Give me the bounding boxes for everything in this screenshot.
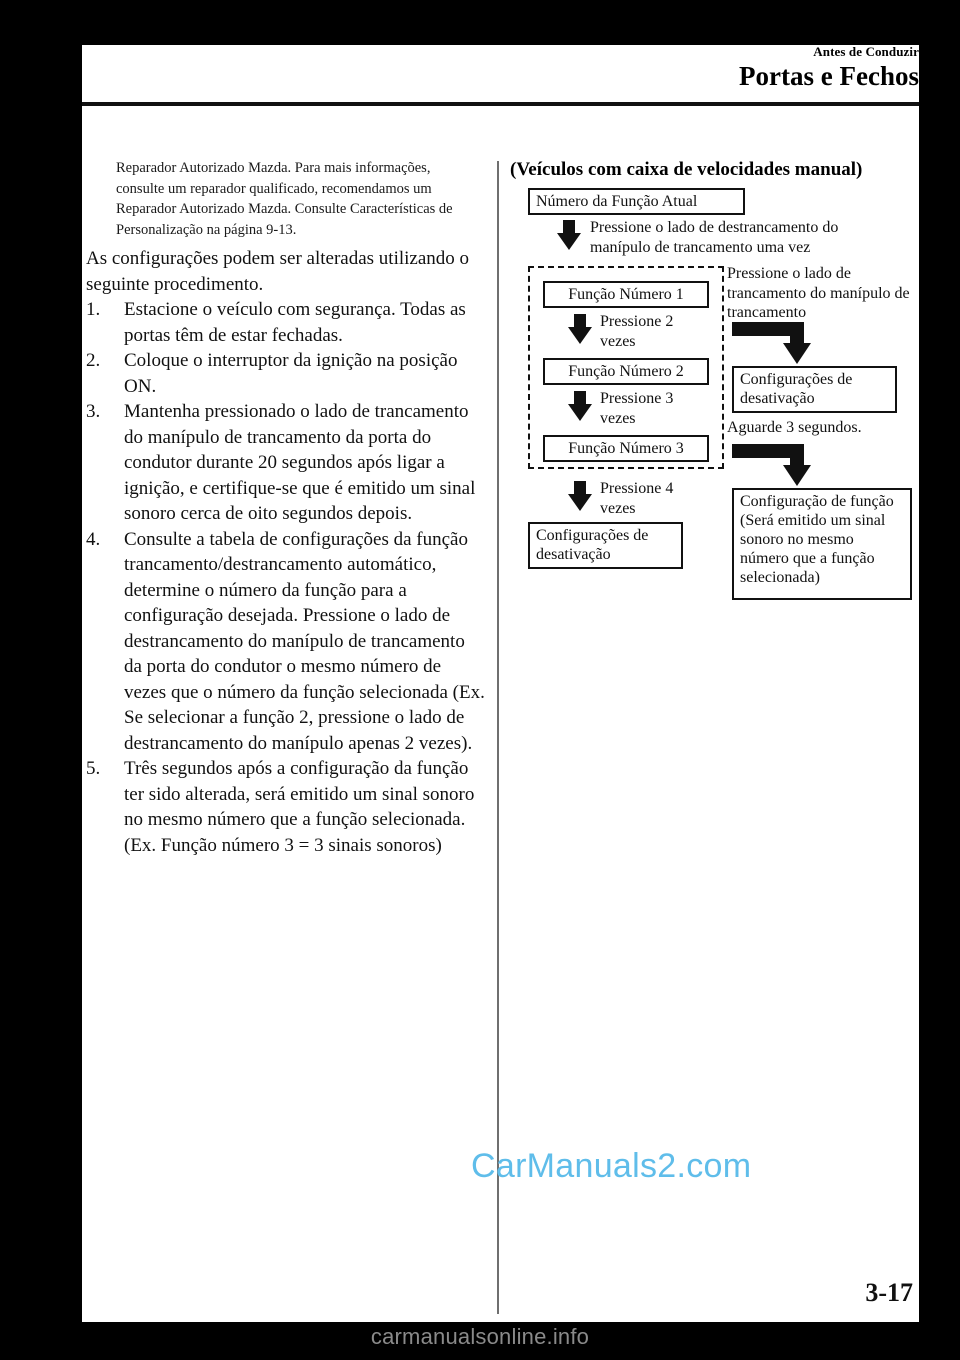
diagram-box-deactivation-settings-bottom: Configurações de desativação [528,522,683,569]
header-rule [82,102,919,106]
diagram-box-function-number-2: Função Número 2 [543,358,709,385]
arrow-elbow-down-icon [732,322,818,364]
diagram-label-press-3-times: Pressione 3 vezes [600,390,674,427]
arrow-down-icon [557,220,581,250]
list-item [86,399,486,527]
arrow-down-icon [568,391,592,421]
step-number: 2. [86,350,101,371]
subsection-heading: (Veículos com caixa de velocidades manual) [510,159,863,180]
step-number: 3. [86,401,101,422]
step-number: 4. [86,528,101,550]
diagram-box-function-number-3: Função Número 3 [543,435,709,462]
step-text: Consulte a tabela de configurações da função trancamento/destrancamento automático, determine o número da função para a configuração desejada. Pressione o lado de destrancamento do manípulo de trancamento da porta do condutor o mesmo número de vezes que o número da função selecionada (Ex. Se selecionar a função 2, pressione o lado de destrancamento do manípulo apenas 2 vezes). [124,528,485,754]
header-section-label: Antes de Conduzir [813,44,919,59]
watermark-carmanualsonline: carmanualsonline.info [370,1324,590,1349]
note-paragraph: Reparador Autorizado Mazda. Para mais informações, consulte um reparador qualificado, recomendamos um Reparador Autorizado Mazda. Consulte Características de Personalização na página 9-13. [116,160,453,238]
step-number: 1. [86,299,101,320]
step-number: 5. [86,758,101,779]
list-item [86,756,486,858]
diagram-label-press-2-times: Pressione 2 vezes [600,313,674,350]
step-text: Estacione o veículo com segurança. Todas as portas têm de estar fechadas. [124,299,466,346]
watermark-carmanuals2: CarManuals2.com [471,1147,752,1185]
page-header [82,45,919,92]
page-number: 3-17 [865,1278,913,1307]
list-item [86,348,486,399]
diagram-box-function-setting-result: Configuração de função (Será emitido um sinal sonoro no mesmo número que a função selecionada) [732,488,912,600]
step-text: Três segundos após a configuração da função ter sido alterada, será emitido um sinal sonoro no mesmo número que a função selecionada. (Ex. Função número 3 = 3 sinais sonoros) [124,758,475,856]
list-item [86,297,486,348]
step-text: Mantenha pressionado o lado de trancamento do manípulo de trancamento da porta do condutor durante 20 segundos após ligar a ignição, e certifique-se que é emitido um sinal sonoro cerca de oito segundos depois. [124,401,476,524]
page-title: Portas e Fechos [739,61,919,91]
manual-page [82,45,919,1322]
diagram-box-deactivation-settings-right: Configurações de desativação [732,366,897,413]
left-column [86,158,486,858]
diagram-label-press-unlock-once: Pressione o lado de destrancamento do manípulo de trancamento uma vez [590,219,839,256]
arrow-down-icon [568,481,592,511]
arrow-down-icon [568,314,592,344]
list-item [86,527,486,757]
diagram-label-wait-3-seconds: Aguarde 3 segundos. [727,419,862,436]
column-divider [497,161,499,1314]
intro-paragraph: As configurações podem ser alteradas utilizando o seguinte procedimento. [86,248,470,295]
right-column [510,158,910,658]
function-setting-flow-diagram [510,188,910,658]
diagram-label-press-4-times: Pressione 4 vezes [600,480,674,517]
diagram-box-current-function-number: Número da Função Atual [528,188,745,215]
arrow-elbow-down-icon [732,444,818,486]
diagram-box-function-number-1: Função Número 1 [543,281,709,308]
procedure-steps-list [86,297,486,858]
step-text: Coloque o interruptor da ignição na posição ON. [124,350,458,397]
diagram-label-press-lock-side: Pressione o lado de trancamento do manípulo de trancamento [727,265,910,321]
